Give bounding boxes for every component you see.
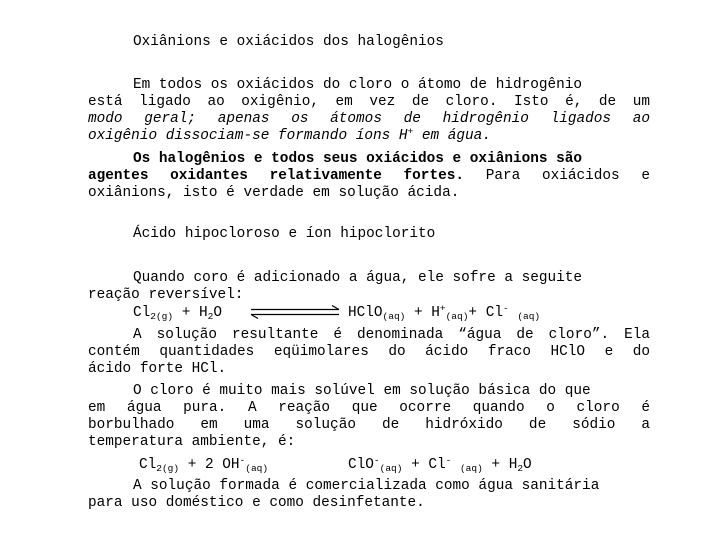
paragraph-line: borbulhado em uma solução de hidróxido de sódio a	[88, 417, 650, 433]
paragraph-line: contém quantidades eqüimolares do ácido fraco HClO e do	[88, 344, 650, 360]
paragraph-line: Quando coro é adicionado a água, ele sofre a seguite	[133, 270, 583, 286]
section-heading-oxianions: Oxiânions e oxiácidos dos halogênios	[133, 34, 444, 50]
paragraph-line: oxigênio dissociam-se formando íons H+ em água.	[88, 126, 491, 144]
equation-products: HClO$_{(aq)}$ + $H^+_{(aq)}+ Cl^-$ $_{(aq)}$	[348, 303, 541, 322]
paragraph-line: modo geral; apenas os átomos de hidrogênio ligados ao	[88, 111, 650, 127]
reversible-arrow-icon	[247, 304, 343, 320]
paragraph-line: para uso doméstico e como desinfetante.	[88, 495, 425, 511]
equation-reactants: $Cl_{2(g)} + H_2O$	[133, 305, 222, 322]
paragraph-line: está ligado ao oxigênio, em vez de cloro. Isto é, de um	[88, 94, 650, 110]
paragraph-line: agentes oxidantes relativamente fortes. Para oxiácidos e	[88, 168, 651, 184]
paragraph-line: temperatura ambiente, é:	[88, 434, 296, 450]
paragraph-line: A solução formada é comercializada como água sanitária	[133, 478, 600, 494]
paragraph-line: em água pura. A reação que ocorre quando o cloro é	[88, 400, 650, 416]
equation-reactants: $Cl_{2(g)} + 2$ $OH^-_{(aq)}$	[139, 455, 269, 474]
paragraph-line: Os halogênios e todos seus oxiácidos e oxiânions são	[133, 151, 583, 167]
paragraph-line: reação reversível:	[88, 287, 244, 303]
paragraph-line: O cloro é muito mais solúvel em solução básica do que	[133, 383, 591, 399]
equation-products: ClO-$_{(aq)}$ + Cl- $_{(aq)} + H_2O$	[348, 455, 532, 474]
paragraph-line: oxiânions, isto é verdade em solução ácida.	[88, 185, 460, 201]
paragraph-line: A solução resultante é denominada “água de cloro”. Ela	[133, 327, 650, 343]
section-heading-hipocloroso: Ácido hipocloroso e íon hipoclorito	[133, 226, 436, 242]
paragraph-line: Em todos os oxiácidos do cloro o átomo de hidrogênio	[133, 77, 583, 93]
paragraph-line: ácido forte HCl.	[88, 361, 227, 377]
